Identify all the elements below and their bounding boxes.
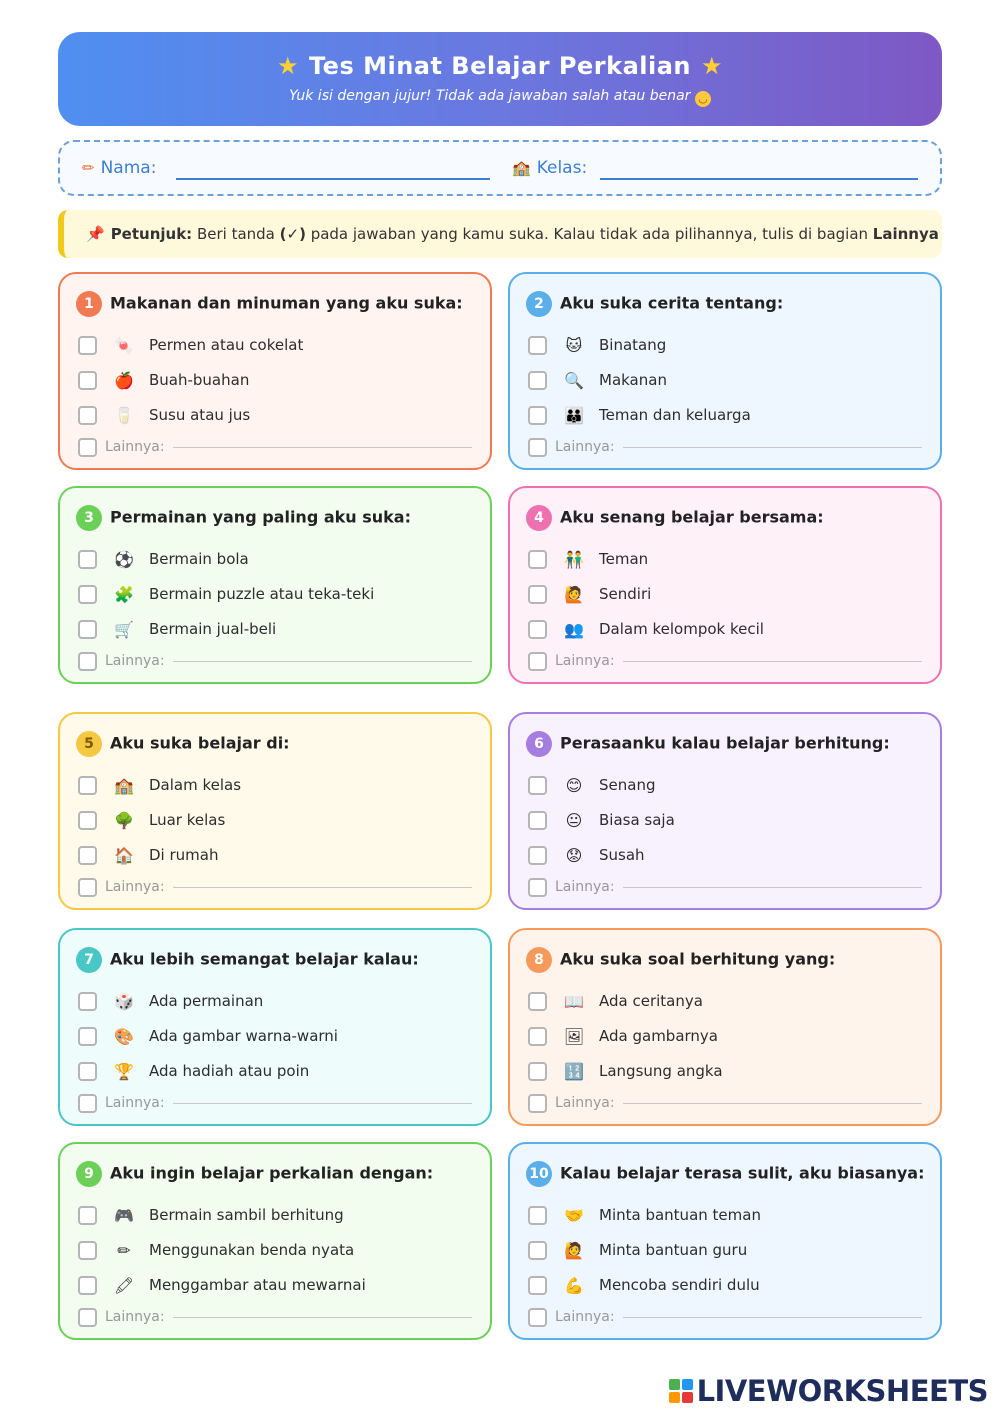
option-label: Minta bantuan guru [599,1241,748,1259]
other-option-row [528,1306,922,1328]
question-title: Aku lebih semangat belajar kalau: [110,949,419,969]
other-answer-field[interactable] [623,1317,922,1318]
option-label: Binatang [599,336,667,354]
question-number-badge: 10 [526,1161,552,1187]
option-checkbox[interactable] [528,585,547,604]
liveworksheets-logo: LIVEWORKSHEETS [669,1374,988,1408]
name-label: ✏ Nama: [82,158,157,178]
question-heading [76,505,411,531]
other-checkbox[interactable] [78,438,97,457]
person-icon: 🙋 [564,584,584,604]
option-label: Teman [599,550,649,568]
worksheet-header [58,32,942,126]
picture-icon: 🖼 [563,1026,585,1046]
class-field[interactable] [600,178,918,180]
option-row [528,583,651,605]
other-checkbox[interactable] [78,652,97,671]
family-icon: 👪 [564,405,584,425]
option-checkbox[interactable] [78,585,97,604]
numbers-icon: 🔢 [564,1061,584,1081]
question-heading [526,731,890,757]
option-checkbox[interactable] [78,811,97,830]
school-icon: 🏫 [114,775,134,795]
glass-icon: 🥛 [114,405,134,425]
option-row [78,774,241,796]
option-label: Minta bantuan teman [599,1206,761,1224]
option-label: Mencoba sendiri dulu [599,1276,760,1294]
option-row [78,548,249,570]
option-label: Susah [599,846,645,864]
cat-icon: 🐱 [565,335,583,355]
question-title: Aku senang belajar bersama: [560,507,824,527]
option-row [528,844,645,866]
other-label: Lainnya: [105,1095,165,1111]
option-checkbox[interactable] [528,550,547,569]
star-icon: ★ [276,52,299,80]
other-option-row [78,650,472,672]
other-answer-field[interactable] [623,887,922,888]
other-label: Lainnya: [105,653,165,669]
crayon-icon: 🖍 [113,1275,135,1295]
option-label: Teman dan keluarga [599,406,751,424]
page-title: ★ Tes Minat Belajar Perkalian ★ [276,52,724,80]
instructions: 📌 Petunjuk: Beri tanda (✓) pada jawaban yang kamu suka. Kalau tidak ada pilihannya, tulis di bagian Lainnya [58,210,942,258]
question-number-badge: 3 [76,505,102,531]
other-checkbox[interactable] [528,1094,547,1113]
question-title: Permainan yang paling aku suka: [110,507,411,527]
raised-hand-icon: 🙋 [564,1240,584,1260]
option-label: Bermain puzzle atau teka-teki [149,585,375,603]
option-label: Dalam kelas [149,776,242,794]
option-row [78,809,225,831]
question-card-2 [508,272,942,470]
other-label: Lainnya: [105,1309,165,1325]
school-icon: 🏫 [512,159,531,177]
question-title: Perasaanku kalau belajar berhitung: [560,733,890,753]
group-icon: 👥 [564,619,584,639]
question-number-badge: 5 [76,731,102,757]
option-row [78,334,303,356]
neutral-face-icon: 😐 [565,810,583,830]
friends-icon: 👬 [564,549,584,569]
other-answer-field[interactable] [173,887,472,888]
option-row [528,618,764,640]
option-label: Bermain bola [149,550,249,568]
option-checkbox[interactable] [528,846,547,865]
option-checkbox[interactable] [528,1241,547,1260]
option-row [528,1025,718,1047]
option-label: Ada hadiah atau poin [149,1062,310,1080]
option-checkbox[interactable] [78,406,97,425]
question-number-badge: 4 [526,505,552,531]
option-checkbox[interactable] [78,336,97,355]
other-checkbox[interactable] [528,652,547,671]
magnifier-icon: 🔍 [564,370,584,390]
puzzle-icon: 🧩 [114,584,134,604]
option-label: Sendiri [599,585,652,603]
question-title: Makanan dan minuman yang aku suka: [110,293,463,313]
question-card-1 [58,272,492,470]
option-label: Biasa saja [599,811,675,829]
option-row [528,1239,747,1261]
option-row [528,548,648,570]
option-label: Buah-buahan [149,371,250,389]
question-card-9 [58,1142,492,1340]
other-answer-field[interactable] [623,661,922,662]
flexed-arm-icon: 💪 [564,1275,584,1295]
option-checkbox[interactable] [528,1276,547,1295]
option-checkbox[interactable] [78,1241,97,1260]
question-card-7 [58,928,492,1126]
question-card-4 [508,486,942,684]
other-answer-field[interactable] [173,1317,472,1318]
option-checkbox[interactable] [78,550,97,569]
liveworksheets-logo-icon [669,1379,693,1403]
option-checkbox[interactable] [78,846,97,865]
other-answer-field[interactable] [173,1103,472,1104]
question-heading [76,731,290,757]
soccer-ball-icon: ⚽ [114,549,134,569]
other-option-row [528,650,922,672]
identity-box [58,140,942,196]
trophy-icon: 🏆 [114,1061,134,1081]
smiley-icon: ◡ [695,91,711,107]
option-checkbox[interactable] [78,1027,97,1046]
option-checkbox[interactable] [528,776,547,795]
other-answer-field[interactable] [173,447,472,448]
question-title: Aku suka soal berhitung yang: [560,949,836,969]
other-checkbox[interactable] [528,1308,547,1327]
handshake-icon: 🤝 [564,1205,584,1225]
other-answer-field[interactable] [173,661,472,662]
question-card-3 [58,486,492,684]
option-row [528,404,751,426]
other-label: Lainnya: [105,879,165,895]
question-number-badge: 1 [76,291,102,317]
option-checkbox[interactable] [78,620,97,639]
other-checkbox[interactable] [78,1308,97,1327]
question-title: Aku suka cerita tentang: [560,293,784,313]
option-row [78,618,276,640]
question-card-8 [508,928,942,1126]
question-heading [76,947,419,973]
option-checkbox[interactable] [78,1062,97,1081]
option-row [528,1274,760,1296]
book-icon: 📖 [564,991,584,1011]
question-heading [526,291,783,317]
option-label: Di rumah [149,846,219,864]
other-label: Lainnya: [555,439,615,455]
option-label: Susu atau jus [149,406,251,424]
question-heading [526,505,824,531]
option-label: Menggunakan benda nyata [149,1241,355,1259]
option-row [78,1239,354,1261]
question-heading [526,1161,925,1187]
tree-icon: 🌳 [114,810,134,830]
option-label: Bermain sambil berhitung [149,1206,344,1224]
other-option-row [528,1092,922,1114]
question-number-badge: 9 [76,1161,102,1187]
option-row [78,369,249,391]
other-option-row [78,1092,472,1114]
option-label: Luar kelas [149,811,226,829]
option-checkbox[interactable] [78,1276,97,1295]
option-checkbox[interactable] [528,1027,547,1046]
smiley-icon: 😊 [565,775,583,795]
option-checkbox[interactable] [78,992,97,1011]
question-card-10 [508,1142,942,1340]
option-label: Makanan [599,371,667,389]
pencil-icon: ✏ [82,159,95,177]
apple-icon: 🍎 [114,370,134,390]
other-checkbox[interactable] [78,878,97,897]
option-row [528,774,655,796]
other-option-row [78,436,472,458]
option-row [528,990,703,1012]
other-option-row [78,876,472,898]
palette-icon: 🎨 [114,1026,134,1046]
option-label: Dalam kelompok kecil [599,620,764,638]
other-label: Lainnya: [555,653,615,669]
pencil-icon: ✏ [117,1240,131,1260]
other-checkbox[interactable] [528,438,547,457]
dice-icon: 🎲 [114,991,134,1011]
option-label: Permen atau cokelat [149,336,304,354]
star-icon: ★ [701,52,724,80]
option-checkbox[interactable] [528,992,547,1011]
option-row [78,1274,366,1296]
option-row [78,404,250,426]
option-checkbox[interactable] [528,1062,547,1081]
option-checkbox[interactable] [78,371,97,390]
question-number-badge: 7 [76,947,102,973]
option-label: Langsung angka [599,1062,723,1080]
other-label: Lainnya: [555,1309,615,1325]
option-row [78,844,218,866]
option-row [528,1204,761,1226]
question-title: Kalau belajar terasa sulit, aku biasanya: [560,1163,925,1183]
other-label: Lainnya: [555,879,615,895]
option-checkbox[interactable] [78,776,97,795]
other-answer-field[interactable] [623,447,922,448]
option-checkbox[interactable] [528,620,547,639]
option-row [78,1204,344,1226]
pushpin-icon: 📌 [86,225,105,243]
option-checkbox[interactable] [528,336,547,355]
option-label: Senang [599,776,656,794]
question-heading [526,947,835,973]
cart-icon: 🛒 [114,619,134,639]
option-row [78,990,263,1012]
question-number-badge: 8 [526,947,552,973]
question-card-6 [508,712,942,910]
option-row [78,583,374,605]
option-row [528,809,675,831]
other-answer-field[interactable] [623,1103,922,1104]
other-checkbox[interactable] [528,878,547,897]
option-label: Ada ceritanya [599,992,703,1010]
house-icon: 🏠 [114,845,134,865]
question-heading [76,1161,433,1187]
question-title: Aku suka belajar di: [110,733,290,753]
option-row [78,1025,338,1047]
other-label: Lainnya: [555,1095,615,1111]
gamepad-icon: 🎮 [114,1205,134,1225]
option-row [528,369,667,391]
question-number-badge: 6 [526,731,552,757]
other-option-row [528,436,922,458]
option-label: Ada gambarnya [599,1027,718,1045]
option-label: Menggambar atau mewarnai [149,1276,366,1294]
question-number-badge: 2 [526,291,552,317]
other-option-row [528,876,922,898]
option-row [528,334,666,356]
candy-icon: 🍬 [114,335,134,355]
option-row [528,1060,723,1082]
option-checkbox[interactable] [78,1206,97,1225]
option-row [78,1060,309,1082]
other-label: Lainnya: [105,439,165,455]
option-label: Bermain jual-beli [149,620,277,638]
sad-face-icon: 😟 [565,845,583,865]
option-checkbox[interactable] [528,1206,547,1225]
page-subtitle: Yuk isi dengan jujur! Tidak ada jawaban salah atau benar ◡ [58,88,942,107]
option-checkbox[interactable] [528,371,547,390]
option-checkbox[interactable] [528,811,547,830]
other-option-row [78,1306,472,1328]
question-title: Aku ingin belajar perkalian dengan: [110,1163,434,1183]
option-label: Ada gambar warna-warni [149,1027,338,1045]
option-checkbox[interactable] [528,406,547,425]
question-card-5 [58,712,492,910]
other-checkbox[interactable] [78,1094,97,1113]
name-field[interactable] [176,178,490,180]
question-heading [76,291,463,317]
option-label: Ada permainan [149,992,264,1010]
class-label: 🏫 Kelas: [512,158,588,178]
